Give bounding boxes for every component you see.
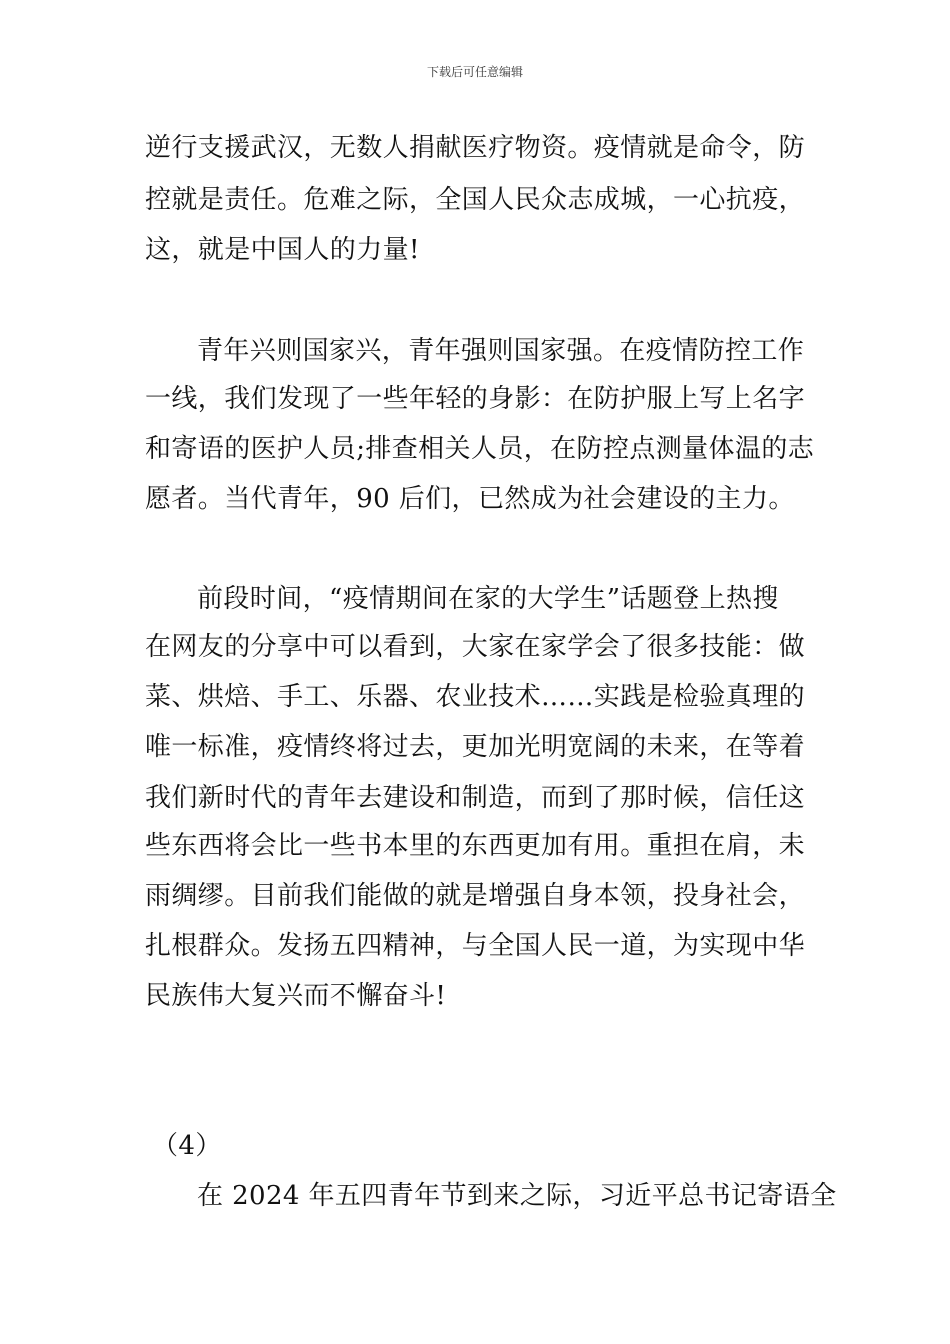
text-line: 逆行支援武汉，无数人捐献医疗物资。疫情就是命令，防 — [145, 133, 806, 163]
text-line: 一线，我们发现了一些年轻的身影：在防护服上写上名字 — [145, 384, 806, 414]
text-line: 菜、烘焙、手工、乐器、农业技术……实践是检验真理的 — [145, 682, 806, 712]
text-line: 青年兴则国家兴，青年强则国家强。在疫情防控工作 — [197, 336, 805, 366]
page-header: 下载后可任意编辑 — [426, 65, 523, 79]
text-line: 雨绸缪。目前我们能做的就是增强自身本领，投身社会， — [145, 881, 806, 911]
text-line: 民族伟大复兴而不懈奋斗! — [145, 981, 447, 1011]
text-line: 愿者。当代青年，90 后们，已然成为社会建设的主力。 — [145, 484, 795, 514]
text-line: 扎根群众。发扬五四精神，与全国人民一道，为实现中华 — [145, 931, 806, 961]
text-line: 控就是责任。危难之际，全国人民众志成城，一心抗疫， — [145, 185, 806, 215]
text-line: 这，就是中国人的力量! — [145, 235, 420, 265]
text-line: 在 2024 年五四青年节到来之际，习近平总书记寄语全 — [197, 1181, 837, 1211]
text-line: 些东西将会比一些书本里的东西更加有用。重担在肩，未 — [145, 831, 806, 861]
text-line: 我们新时代的青年去建设和制造，而到了那时候，信任这 — [145, 783, 806, 813]
text-line: 在网友的分享中可以看到，大家在家学会了很多技能：做 — [145, 632, 806, 662]
section-label: （4） — [152, 1131, 222, 1161]
text-line: 前段时间，“疫情期间在家的大学生”话题登上热搜 — [197, 584, 779, 614]
text-line: 和寄语的医护人员;排查相关人员，在防控点测量体温的志 — [145, 434, 815, 464]
text-line: 唯一标准，疫情终将过去，更加光明宽阔的未来，在等着 — [145, 732, 806, 762]
